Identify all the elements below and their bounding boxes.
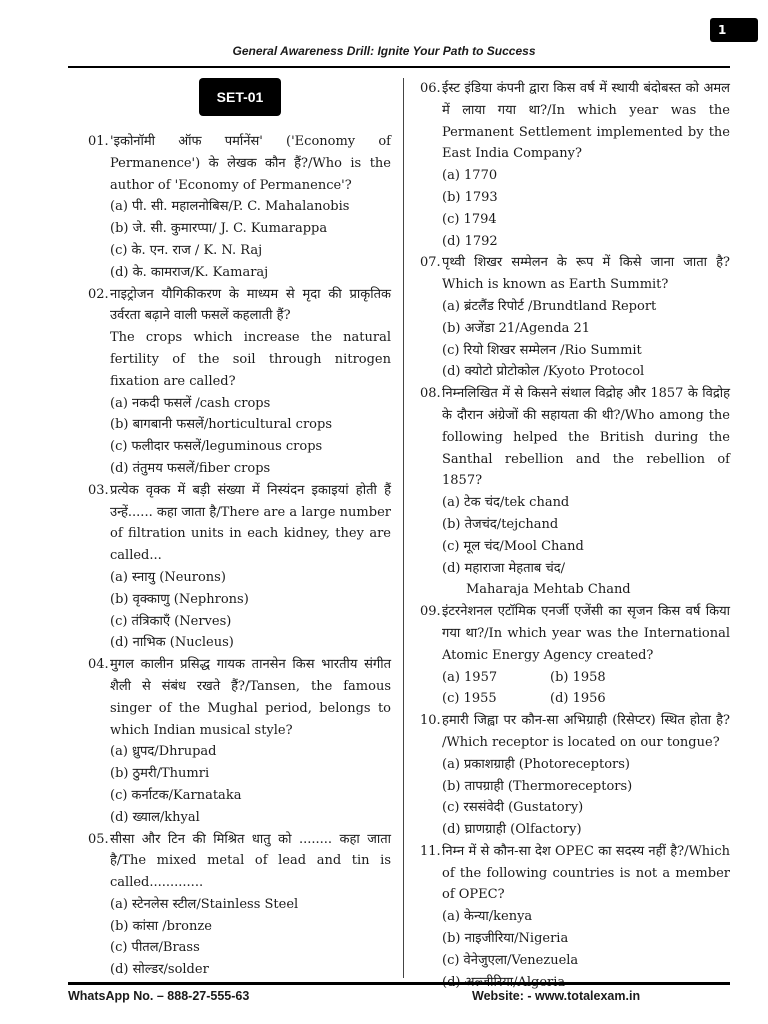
question-text: ईस्ट इंडिया कंपनी द्वारा किस वर्ष में स्थायी बंदोबस्त को अमल में लाया गया था?/In which year was the Permanent Settlement implemented by the East India Company?: [442, 81, 730, 162]
question-number: 01.: [88, 134, 109, 149]
footer-website: Website: - www.totalexam.in: [472, 989, 641, 1003]
question-text: सीसा और टिन की मिश्रित धातु को ........ कहा जाता है/The mixed metal of lead and tin is called.............: [110, 831, 391, 891]
option: (c) तंत्रिकाएँ (Nerves): [110, 613, 232, 629]
option-row: [420, 688, 730, 710]
option: (c) रियो शिखर सम्मेलन /Rio Summit: [442, 342, 642, 358]
header-title: General Awareness Drill: Ignite Your Path to Success: [232, 44, 536, 58]
option: (b) तापग्राही (Thermoreceptors): [442, 778, 633, 794]
option: (d) के. कामराज/K. Kamaraj: [110, 264, 269, 280]
option: (c) पीतल/Brass: [110, 940, 200, 956]
question-number: 04.: [88, 657, 109, 673]
question-number: 05.: [88, 831, 109, 847]
question-08: [420, 383, 730, 492]
option: (b) वृक्काणु (Nephrons): [110, 591, 249, 607]
question-text: नाइट्रोजन यौगिकीकरण के माध्यम से मृदा की प्राकृतिक उर्वरता बढ़ाने वाली फसलें कहलाती हैं?: [110, 286, 391, 324]
question-09: [420, 601, 730, 666]
footer-rule: [68, 982, 730, 985]
option: (b) तेजचंद/tejchand: [442, 516, 559, 532]
option: (b) अजेंडा 21/Agenda 21: [442, 320, 591, 336]
option: (b) कांसा /bronze: [110, 918, 212, 934]
option: (b) 1793: [442, 189, 498, 205]
option: (a) पी. सी. महालनोबिस/P. C. Mahalanobis: [110, 199, 350, 215]
option: (d) सोल्डर/solder: [110, 962, 209, 978]
option: (d) घ्राणग्राही (Olfactory): [442, 822, 582, 838]
option: (b) 1958: [550, 669, 606, 685]
option: (a) केन्या/kenya: [442, 909, 533, 925]
option: (d) ख्याल/khyal: [110, 809, 200, 825]
question-text: निम्न में से कौन-सा देश OPEC का सदस्य नहीं है?/Which of the following countries is not a member of OPEC?: [442, 843, 730, 903]
question-text: इंटरनेशनल एटॉमिक एनर्जी एजेंसी का सृजन किस वर्ष किया गया था?/In which year was the International Atomic Energy Agency created?: [442, 604, 730, 663]
question-number: 09.: [420, 604, 441, 620]
question-number: 02.: [88, 286, 109, 302]
option: (b) ठुमरी/Thumri: [110, 766, 210, 782]
question-06: [420, 78, 730, 165]
question-number: 03.: [88, 482, 109, 498]
question-04: [88, 654, 391, 741]
question-text: हमारी जिह्वा पर कौन-सा अभिग्राही (रिसेप्टर) स्थित होता है? /Which receptor is located on our tongue?: [442, 713, 730, 750]
question-11: [420, 841, 730, 906]
option: (d) 1792: [442, 233, 498, 249]
question-05: [88, 829, 391, 894]
question-10: [420, 710, 730, 754]
column-divider: [403, 78, 404, 978]
option: (d) क्योटो प्रोटोकोल /Kyoto Protocol: [442, 364, 645, 380]
question-text: प्रत्येक वृक्क में बड़ी संख्या में निस्यंदन इकाइयां होती हैं उन्हें...... कहा जाता है/There are a large number of filtration units in each kidney, they are called...: [110, 482, 391, 564]
option: (a) स्नायु (Neurons): [110, 569, 226, 585]
page-number: 1: [710, 18, 758, 42]
question-text-english: The crops which increase the natural fertility of the soil through nitrogen fixation are called?: [110, 330, 391, 389]
option: (d) 1956: [550, 691, 606, 707]
question-07: [420, 252, 730, 296]
option: (b) जे. सी. कुमारप्पा/ J. C. Kumarappa: [110, 221, 328, 237]
question-02: [88, 284, 391, 393]
option: (c) 1955: [442, 691, 497, 707]
header-rule: [68, 66, 730, 68]
option: (c) वेनेजुएला/Venezuela: [442, 952, 579, 968]
question-text: निम्नलिखित में से किसने संथाल विद्रोह और 1857 के विद्रोह के दौरान अंग्रेजों की सहायता की थी?/Who among the following helped the British during the Santhal rebellion and the rebellion of 1857?: [442, 386, 730, 489]
option-continuation: Maharaja Mehtab Chand: [466, 582, 631, 598]
option: (d) महाराजा मेहताब चंद/: [442, 560, 566, 576]
option: (d) तंतुमय फसलें/fiber crops: [110, 460, 271, 476]
set-badge: SET-01: [199, 78, 281, 116]
question-text: 'इकोनॉमी ऑफ पर्मानेंस' ('Economy of Permanence') के लेखक कौन हैं?/Who is the author of 'Economy of Permanence'?: [110, 134, 391, 193]
option: (a) ब्रंटलैंड रिपोर्ट /Brundtland Report: [442, 298, 657, 314]
option: (a) स्टेनलेस स्टील/Stainless Steel: [110, 896, 299, 912]
footer-whatsapp: WhatsApp No. – 888-27-555-63: [68, 989, 250, 1003]
option: (a) ध्रुपद/Dhrupad: [110, 744, 217, 760]
option: (c) 1794: [442, 211, 497, 227]
left-column: [88, 131, 391, 981]
option: (d) नाभिक (Nucleus): [110, 635, 234, 651]
question-text: मुगल कालीन प्रसिद्ध गायक तानसेन किस भारतीय संगीत शैली से संबंध रखते हैं?/Tansen, the famous singer of the Mughal period, belongs to which Indian musical style?: [110, 657, 391, 738]
option-row: [420, 667, 730, 689]
option: (c) के. एन. राज / K. N. Raj: [110, 242, 263, 258]
question-03: [88, 480, 391, 567]
option: (b) नाइजीरिया/Nigeria: [442, 931, 569, 947]
question-number: 10.: [420, 713, 441, 729]
option: (a) 1770: [442, 168, 498, 184]
question-number: 06.: [420, 81, 441, 96]
option: (c) रससंवेदी (Gustatory): [442, 800, 584, 816]
option: (a) प्रकाशग्राही (Photoreceptors): [442, 756, 630, 772]
option: (b) बागबानी फसलें/horticultural crops: [110, 417, 332, 433]
question-number: 07.: [420, 255, 441, 271]
option: (a) नकदी फसलें /cash crops: [110, 395, 271, 411]
option: (a) 1957: [442, 669, 498, 685]
question-number: 08.: [420, 386, 441, 402]
option: (c) मूल चंद/Mool Chand: [442, 538, 584, 554]
question-01: [88, 131, 391, 196]
option: (c) फलीदार फसलें/leguminous crops: [110, 439, 323, 455]
option: (a) टेक चंद/tek chand: [442, 495, 570, 511]
option: (c) कर्नाटक/Karnataka: [110, 787, 242, 803]
right-column: [420, 78, 730, 993]
question-number: 11.: [420, 843, 441, 859]
question-text: पृथ्वी शिखर सम्मेलन के रूप में किसे जाना जाता है? Which is known as Earth Summit?: [442, 255, 730, 293]
